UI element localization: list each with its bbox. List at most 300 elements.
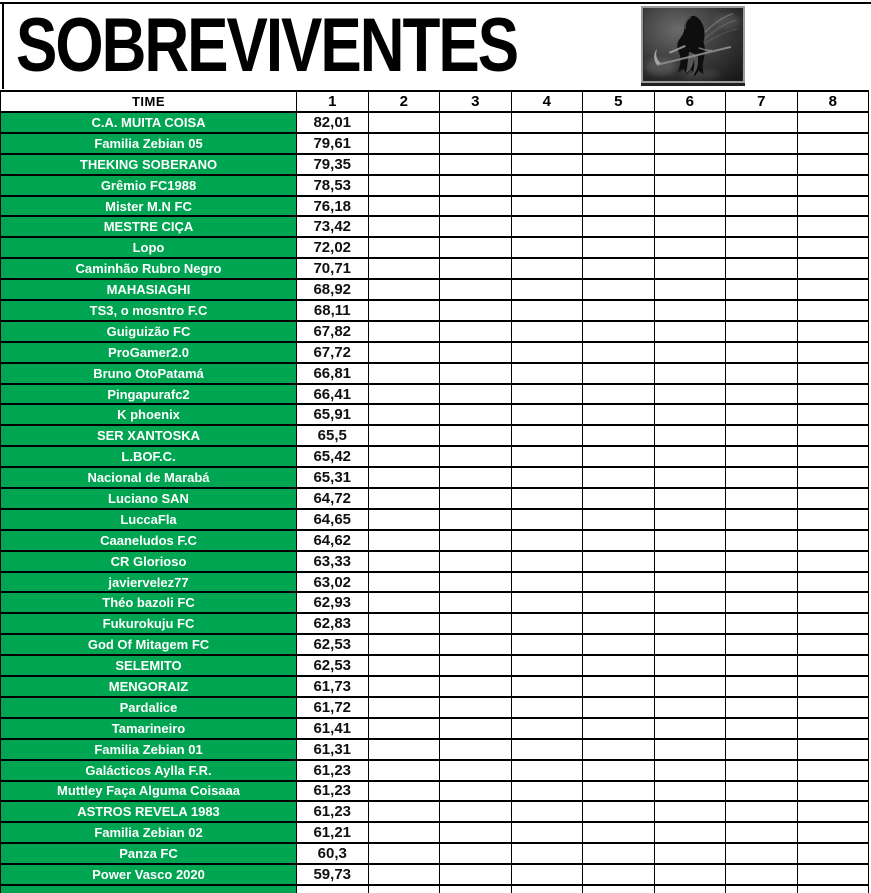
round1-score-cell[interactable]: 59,73	[297, 864, 369, 885]
empty-score-cell[interactable]	[440, 613, 512, 634]
round1-score-cell[interactable]: 73,42	[297, 216, 369, 237]
empty-score-cell[interactable]	[440, 342, 512, 363]
empty-score-cell[interactable]	[440, 739, 512, 760]
empty-score-cell[interactable]	[368, 133, 440, 154]
empty-score-cell[interactable]	[797, 446, 869, 467]
round1-score-cell[interactable]: 65,31	[297, 467, 369, 488]
empty-score-cell[interactable]	[797, 739, 869, 760]
empty-score-cell[interactable]	[726, 885, 798, 893]
empty-score-cell[interactable]	[583, 655, 655, 676]
empty-score-cell[interactable]	[583, 342, 655, 363]
empty-score-cell[interactable]	[440, 718, 512, 739]
empty-score-cell[interactable]	[797, 237, 869, 258]
round1-score-cell[interactable]: 62,53	[297, 634, 369, 655]
round-header-cell[interactable]: 4	[511, 91, 583, 112]
empty-score-cell[interactable]	[654, 530, 726, 551]
empty-score-cell[interactable]	[726, 279, 798, 300]
empty-score-cell[interactable]	[440, 446, 512, 467]
team-name-cell[interactable]: Familia Zebian 02	[1, 822, 297, 843]
team-name-cell[interactable]: Guiguizão FC	[1, 321, 297, 342]
empty-score-cell[interactable]	[654, 801, 726, 822]
empty-score-cell[interactable]	[654, 133, 726, 154]
empty-score-cell[interactable]	[654, 363, 726, 384]
empty-score-cell[interactable]	[368, 885, 440, 893]
empty-score-cell[interactable]	[654, 572, 726, 593]
empty-score-cell[interactable]	[368, 237, 440, 258]
empty-score-cell[interactable]	[583, 384, 655, 405]
empty-score-cell[interactable]	[511, 154, 583, 175]
empty-score-cell[interactable]	[726, 530, 798, 551]
empty-score-cell[interactable]	[654, 509, 726, 530]
empty-score-cell[interactable]	[511, 300, 583, 321]
team-name-cell[interactable]: C.A. MUITA COISA	[1, 112, 297, 133]
empty-score-cell[interactable]	[654, 864, 726, 885]
empty-score-cell[interactable]	[440, 843, 512, 864]
team-name-cell[interactable]: Galácticos Aylla F.R.	[1, 760, 297, 781]
empty-score-cell[interactable]	[583, 404, 655, 425]
empty-score-cell[interactable]	[583, 697, 655, 718]
empty-score-cell[interactable]	[654, 196, 726, 217]
empty-score-cell[interactable]	[511, 446, 583, 467]
empty-score-cell[interactable]	[511, 885, 583, 893]
round-header-cell[interactable]: 1	[297, 91, 369, 112]
team-name-cell[interactable]: javiervelez77	[1, 572, 297, 593]
empty-score-cell[interactable]	[726, 404, 798, 425]
empty-score-cell[interactable]	[368, 175, 440, 196]
empty-score-cell[interactable]	[797, 154, 869, 175]
empty-score-cell[interactable]	[583, 196, 655, 217]
round1-score-cell[interactable]: 63,33	[297, 551, 369, 572]
empty-score-cell[interactable]	[583, 133, 655, 154]
empty-score-cell[interactable]	[583, 634, 655, 655]
empty-score-cell[interactable]	[583, 781, 655, 802]
empty-score-cell[interactable]	[368, 446, 440, 467]
empty-score-cell[interactable]	[368, 384, 440, 405]
empty-score-cell[interactable]	[583, 321, 655, 342]
empty-score-cell[interactable]	[726, 655, 798, 676]
empty-score-cell[interactable]	[797, 530, 869, 551]
team-name-cell[interactable]: MAHASIAGHI	[1, 279, 297, 300]
team-name-cell[interactable]: Caaneludos F.C	[1, 530, 297, 551]
team-name-cell[interactable]: Fukurokuju FC	[1, 613, 297, 634]
empty-score-cell[interactable]	[368, 404, 440, 425]
empty-score-cell[interactable]	[797, 425, 869, 446]
empty-score-cell[interactable]	[368, 592, 440, 613]
empty-score-cell[interactable]	[726, 509, 798, 530]
empty-score-cell[interactable]	[726, 258, 798, 279]
round1-score-cell[interactable]: 60,3	[297, 843, 369, 864]
empty-score-cell[interactable]	[583, 467, 655, 488]
empty-score-cell[interactable]	[511, 196, 583, 217]
team-name-cell[interactable]: CR Glorioso	[1, 551, 297, 572]
empty-score-cell[interactable]	[511, 488, 583, 509]
empty-score-cell[interactable]	[511, 572, 583, 593]
team-name-cell[interactable]: THEKING SOBERANO	[1, 154, 297, 175]
empty-score-cell[interactable]	[440, 216, 512, 237]
empty-score-cell[interactable]	[797, 488, 869, 509]
empty-score-cell[interactable]	[797, 760, 869, 781]
empty-score-cell[interactable]	[511, 739, 583, 760]
empty-score-cell[interactable]	[726, 342, 798, 363]
empty-score-cell[interactable]	[797, 572, 869, 593]
empty-score-cell[interactable]	[654, 467, 726, 488]
empty-score-cell[interactable]	[368, 154, 440, 175]
empty-score-cell[interactable]	[654, 697, 726, 718]
empty-score-cell[interactable]	[440, 133, 512, 154]
empty-score-cell[interactable]	[440, 196, 512, 217]
empty-score-cell[interactable]	[440, 509, 512, 530]
round1-score-cell[interactable]: 67,82	[297, 321, 369, 342]
round1-score-cell[interactable]: 76,18	[297, 196, 369, 217]
empty-score-cell[interactable]	[654, 634, 726, 655]
empty-score-cell[interactable]	[583, 300, 655, 321]
round1-score-cell[interactable]: 61,23	[297, 781, 369, 802]
empty-score-cell[interactable]	[797, 885, 869, 893]
empty-score-cell[interactable]	[583, 822, 655, 843]
empty-score-cell[interactable]	[583, 801, 655, 822]
empty-score-cell[interactable]	[440, 634, 512, 655]
round1-score-cell[interactable]: 61,23	[297, 801, 369, 822]
empty-score-cell[interactable]	[440, 551, 512, 572]
empty-score-cell[interactable]	[654, 175, 726, 196]
empty-score-cell[interactable]	[726, 175, 798, 196]
empty-score-cell[interactable]	[583, 488, 655, 509]
empty-score-cell[interactable]	[511, 634, 583, 655]
round1-score-cell[interactable]: 72,02	[297, 237, 369, 258]
empty-score-cell[interactable]	[440, 801, 512, 822]
empty-score-cell[interactable]	[440, 300, 512, 321]
empty-score-cell[interactable]	[368, 279, 440, 300]
empty-score-cell[interactable]	[654, 404, 726, 425]
empty-score-cell[interactable]	[654, 237, 726, 258]
round-header-cell[interactable]: 7	[726, 91, 798, 112]
empty-score-cell[interactable]	[726, 781, 798, 802]
empty-score-cell[interactable]	[654, 822, 726, 843]
empty-score-cell[interactable]	[368, 363, 440, 384]
empty-score-cell[interactable]	[797, 509, 869, 530]
round1-score-cell[interactable]: 65,91	[297, 404, 369, 425]
empty-score-cell[interactable]	[511, 676, 583, 697]
empty-score-cell[interactable]	[511, 697, 583, 718]
empty-score-cell[interactable]	[797, 342, 869, 363]
team-name-cell[interactable]: Familia Zebian 05	[1, 133, 297, 154]
empty-score-cell[interactable]	[583, 572, 655, 593]
empty-score-cell[interactable]	[440, 175, 512, 196]
empty-score-cell[interactable]	[511, 237, 583, 258]
empty-score-cell[interactable]	[368, 216, 440, 237]
team-name-cell[interactable]: God Of Mitagem FC	[1, 634, 297, 655]
team-name-cell[interactable]: Tamarineiro	[1, 718, 297, 739]
empty-score-cell[interactable]	[654, 300, 726, 321]
team-name-cell[interactable]: ASTROS REVELA 1983	[1, 801, 297, 822]
round1-score-cell[interactable]: 61,31	[297, 739, 369, 760]
empty-score-cell[interactable]	[654, 216, 726, 237]
empty-score-cell[interactable]	[368, 739, 440, 760]
empty-score-cell[interactable]	[583, 885, 655, 893]
empty-score-cell[interactable]	[654, 488, 726, 509]
empty-score-cell[interactable]	[726, 425, 798, 446]
empty-score-cell[interactable]	[583, 446, 655, 467]
empty-score-cell[interactable]	[726, 216, 798, 237]
empty-score-cell[interactable]	[797, 300, 869, 321]
empty-score-cell[interactable]	[440, 363, 512, 384]
empty-score-cell[interactable]	[726, 634, 798, 655]
team-name-cell[interactable]: LuccaFla	[1, 509, 297, 530]
empty-score-cell[interactable]	[440, 384, 512, 405]
round1-score-cell[interactable]: 68,92	[297, 279, 369, 300]
empty-score-cell[interactable]	[654, 342, 726, 363]
empty-score-cell[interactable]	[583, 592, 655, 613]
round-header-cell[interactable]: 8	[797, 91, 869, 112]
empty-score-cell[interactable]	[654, 885, 726, 893]
empty-score-cell[interactable]	[583, 760, 655, 781]
round1-score-cell[interactable]: 61,41	[297, 718, 369, 739]
empty-score-cell[interactable]	[797, 133, 869, 154]
empty-score-cell[interactable]	[797, 363, 869, 384]
empty-score-cell[interactable]	[440, 467, 512, 488]
round1-score-cell[interactable]: 78,53	[297, 175, 369, 196]
empty-score-cell[interactable]	[797, 404, 869, 425]
empty-score-cell[interactable]	[511, 342, 583, 363]
round-header-cell[interactable]: 5	[583, 91, 655, 112]
empty-score-cell[interactable]	[368, 781, 440, 802]
empty-score-cell[interactable]	[654, 718, 726, 739]
empty-score-cell[interactable]	[511, 404, 583, 425]
round1-score-cell[interactable]: 64,65	[297, 509, 369, 530]
team-name-cell[interactable]: Panza FC	[1, 843, 297, 864]
empty-score-cell[interactable]	[511, 781, 583, 802]
empty-score-cell[interactable]	[654, 384, 726, 405]
round-header-cell[interactable]: 2	[368, 91, 440, 112]
round1-score-cell[interactable]: 65,42	[297, 446, 369, 467]
empty-score-cell[interactable]	[726, 196, 798, 217]
empty-score-cell[interactable]	[583, 175, 655, 196]
empty-score-cell[interactable]	[511, 551, 583, 572]
round1-score-cell[interactable]: 61,23	[297, 760, 369, 781]
team-name-cell[interactable]: Mister M.N FC	[1, 196, 297, 217]
team-name-cell[interactable]: SELEMITO	[1, 655, 297, 676]
empty-score-cell[interactable]	[368, 425, 440, 446]
empty-score-cell[interactable]	[368, 676, 440, 697]
team-name-cell[interactable]: Grêmio FC1988	[1, 175, 297, 196]
empty-score-cell[interactable]	[726, 300, 798, 321]
empty-score-cell[interactable]	[654, 843, 726, 864]
round1-score-cell[interactable]: 61,73	[297, 676, 369, 697]
empty-score-cell[interactable]	[368, 697, 440, 718]
team-name-cell[interactable]: ProGamer2.0	[1, 342, 297, 363]
empty-score-cell[interactable]	[440, 404, 512, 425]
empty-score-cell[interactable]	[511, 760, 583, 781]
empty-score-cell[interactable]	[511, 258, 583, 279]
empty-score-cell[interactable]	[583, 112, 655, 133]
team-name-cell[interactable]: Caminhão Rubro Negro	[1, 258, 297, 279]
empty-score-cell[interactable]	[440, 864, 512, 885]
empty-score-cell[interactable]	[440, 572, 512, 593]
empty-score-cell[interactable]	[440, 760, 512, 781]
empty-score-cell[interactable]	[440, 321, 512, 342]
empty-score-cell[interactable]	[797, 321, 869, 342]
team-name-cell[interactable]: Power Vasco 2020	[1, 864, 297, 885]
empty-score-cell[interactable]	[583, 843, 655, 864]
empty-score-cell[interactable]	[511, 822, 583, 843]
empty-score-cell[interactable]	[583, 613, 655, 634]
empty-score-cell[interactable]	[368, 300, 440, 321]
round1-score-cell[interactable]: 70,71	[297, 258, 369, 279]
team-name-cell[interactable]: MENGORAIZ	[1, 676, 297, 697]
empty-score-cell[interactable]	[440, 279, 512, 300]
empty-score-cell[interactable]	[726, 760, 798, 781]
empty-score-cell[interactable]	[654, 154, 726, 175]
empty-score-cell[interactable]	[726, 592, 798, 613]
empty-score-cell[interactable]	[726, 822, 798, 843]
empty-score-cell[interactable]	[368, 530, 440, 551]
empty-score-cell[interactable]	[583, 551, 655, 572]
empty-score-cell[interactable]	[726, 551, 798, 572]
round1-score-cell[interactable]: 66,81	[297, 363, 369, 384]
empty-score-cell[interactable]	[654, 279, 726, 300]
empty-score-cell[interactable]	[583, 718, 655, 739]
empty-score-cell[interactable]	[440, 592, 512, 613]
empty-score-cell[interactable]	[368, 196, 440, 217]
team-name-cell[interactable]: Luciano SAN	[1, 488, 297, 509]
empty-score-cell[interactable]	[654, 760, 726, 781]
team-name-cell[interactable]: L.BOF.C.	[1, 446, 297, 467]
round1-score-cell[interactable]: 66,41	[297, 384, 369, 405]
empty-score-cell[interactable]	[797, 801, 869, 822]
empty-score-cell[interactable]	[440, 781, 512, 802]
empty-score-cell[interactable]	[368, 488, 440, 509]
empty-score-cell[interactable]	[797, 634, 869, 655]
empty-score-cell[interactable]	[440, 885, 512, 893]
empty-score-cell[interactable]	[654, 551, 726, 572]
empty-score-cell[interactable]	[440, 112, 512, 133]
empty-score-cell[interactable]	[511, 112, 583, 133]
empty-score-cell[interactable]	[511, 384, 583, 405]
empty-score-cell[interactable]	[440, 237, 512, 258]
team-name-cell[interactable]: Muttley Faça Alguma Coisaaa	[1, 781, 297, 802]
empty-score-cell[interactable]	[797, 216, 869, 237]
empty-score-cell[interactable]	[797, 822, 869, 843]
empty-score-cell[interactable]	[511, 321, 583, 342]
empty-score-cell[interactable]	[797, 613, 869, 634]
empty-score-cell[interactable]	[726, 718, 798, 739]
team-name-cell[interactable]: Pingapurafc2	[1, 384, 297, 405]
empty-score-cell[interactable]	[797, 384, 869, 405]
empty-score-cell[interactable]	[726, 237, 798, 258]
round1-score-cell[interactable]: 64,62	[297, 530, 369, 551]
empty-score-cell[interactable]	[440, 154, 512, 175]
empty-score-cell[interactable]	[368, 718, 440, 739]
empty-score-cell[interactable]	[726, 363, 798, 384]
empty-score-cell[interactable]	[797, 864, 869, 885]
round1-score-cell[interactable]: 68,11	[297, 300, 369, 321]
empty-score-cell[interactable]	[368, 509, 440, 530]
empty-score-cell[interactable]	[726, 112, 798, 133]
empty-score-cell[interactable]	[511, 216, 583, 237]
empty-score-cell[interactable]	[654, 613, 726, 634]
empty-score-cell[interactable]	[583, 530, 655, 551]
empty-score-cell[interactable]	[654, 446, 726, 467]
empty-score-cell[interactable]	[797, 258, 869, 279]
empty-score-cell[interactable]	[440, 258, 512, 279]
empty-score-cell[interactable]	[583, 279, 655, 300]
empty-score-cell[interactable]	[368, 822, 440, 843]
empty-score-cell[interactable]	[511, 655, 583, 676]
team-name-cell[interactable]: Théo bazoli FC	[1, 592, 297, 613]
empty-score-cell[interactable]	[797, 551, 869, 572]
empty-score-cell[interactable]	[654, 655, 726, 676]
empty-score-cell[interactable]	[654, 258, 726, 279]
team-name-cell[interactable]: MESTRE CIÇA	[1, 216, 297, 237]
empty-score-cell[interactable]	[654, 425, 726, 446]
empty-score-cell[interactable]	[368, 112, 440, 133]
round1-score-cell[interactable]: 82,01	[297, 112, 369, 133]
team-name-cell[interactable]	[1, 885, 297, 893]
team-name-cell[interactable]: Nacional de Marabá	[1, 467, 297, 488]
empty-score-cell[interactable]	[654, 592, 726, 613]
empty-score-cell[interactable]	[726, 572, 798, 593]
round1-score-cell[interactable]: 79,35	[297, 154, 369, 175]
empty-score-cell[interactable]	[368, 321, 440, 342]
empty-score-cell[interactable]	[797, 676, 869, 697]
empty-score-cell[interactable]	[583, 154, 655, 175]
empty-score-cell[interactable]	[654, 676, 726, 697]
empty-score-cell[interactable]	[797, 592, 869, 613]
empty-score-cell[interactable]	[726, 676, 798, 697]
empty-score-cell[interactable]	[797, 697, 869, 718]
empty-score-cell[interactable]	[726, 467, 798, 488]
empty-score-cell[interactable]	[440, 425, 512, 446]
time-header-cell[interactable]: TIME	[1, 91, 297, 112]
empty-score-cell[interactable]	[797, 718, 869, 739]
empty-score-cell[interactable]	[726, 154, 798, 175]
empty-score-cell[interactable]	[368, 613, 440, 634]
empty-score-cell[interactable]	[654, 321, 726, 342]
empty-score-cell[interactable]	[654, 739, 726, 760]
empty-score-cell[interactable]	[726, 488, 798, 509]
empty-score-cell[interactable]	[511, 592, 583, 613]
empty-score-cell[interactable]	[511, 425, 583, 446]
empty-score-cell[interactable]	[726, 133, 798, 154]
empty-score-cell[interactable]	[797, 655, 869, 676]
empty-score-cell[interactable]	[726, 739, 798, 760]
empty-score-cell[interactable]	[368, 551, 440, 572]
round1-score-cell[interactable]: 67,72	[297, 342, 369, 363]
empty-score-cell[interactable]	[797, 467, 869, 488]
empty-score-cell[interactable]	[511, 613, 583, 634]
round1-score-cell[interactable]: 62,93	[297, 592, 369, 613]
empty-score-cell[interactable]	[440, 655, 512, 676]
empty-score-cell[interactable]	[726, 843, 798, 864]
empty-score-cell[interactable]	[511, 467, 583, 488]
team-name-cell[interactable]: Familia Zebian 01	[1, 739, 297, 760]
empty-score-cell[interactable]	[511, 279, 583, 300]
empty-score-cell[interactable]	[511, 363, 583, 384]
empty-score-cell[interactable]	[797, 279, 869, 300]
round1-score-cell[interactable]: 63,02	[297, 572, 369, 593]
empty-score-cell[interactable]	[583, 258, 655, 279]
empty-score-cell[interactable]	[726, 446, 798, 467]
round1-score-cell[interactable]: 61,72	[297, 697, 369, 718]
empty-score-cell[interactable]	[583, 216, 655, 237]
empty-score-cell[interactable]	[583, 509, 655, 530]
empty-score-cell[interactable]	[511, 175, 583, 196]
empty-score-cell[interactable]	[797, 781, 869, 802]
empty-score-cell[interactable]	[726, 801, 798, 822]
empty-score-cell[interactable]	[583, 425, 655, 446]
empty-score-cell[interactable]	[368, 342, 440, 363]
empty-score-cell[interactable]	[654, 112, 726, 133]
